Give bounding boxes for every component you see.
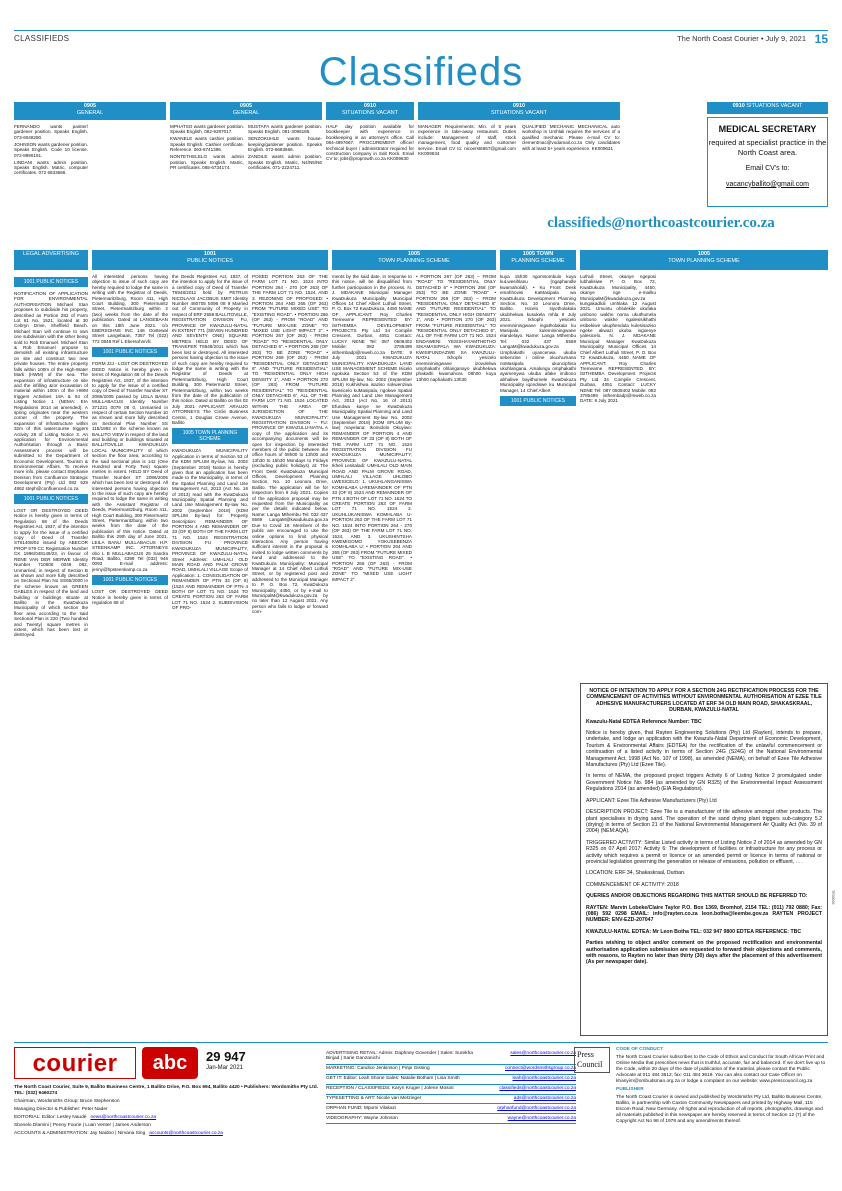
category-header-general-2: 0905 GENERAL (170, 102, 322, 120)
contact-row: MARKETING: Candice Jenkinson | Pinpi Gissing connect@wordsmithsgroup.co.za (326, 1065, 576, 1075)
category-header-situations-vacant-3: 0910 SITUATIONS VACANT (707, 102, 828, 114)
public-notice: LOST OR DESTROYED DEED Notice is hereby given in terms of regulation 68 of (92, 589, 168, 605)
town-planning-column-5 (580, 274, 656, 405)
classified-ad: MUSTAFA wants gardener position. Speaks English. 081-3096185. (248, 124, 322, 135)
contact-row: VIDEOGRAPHY: Wayne Johnson wayne@northcoastcourier.co.za (326, 1114, 576, 1124)
public-notices-column-2 (172, 274, 248, 612)
town-planning-column-3 (416, 274, 496, 384)
contact-email-link[interactable]: ads@northcoastcourier.co.za (513, 1096, 576, 1102)
page-number: 15 (814, 32, 828, 46)
category-header-situations-vacant-2: 0910 SITUATIONS VACANT (418, 102, 620, 120)
notice-commencement: COMMENCEMENT OF ACTIVITY: 2018 (586, 881, 679, 888)
contact-row: ORPHAN FUND: Mpumi Vilakazi orphanfund@northcoastcourier.co.za (326, 1104, 576, 1114)
town-planning-notice: • PORTION 267 (OF 263) – FROM "ROAD" TO "RESIDENTIAL ONLY DETACHED 6" • PORTION 268 (OF 263) TO BE ZONE "ROAD" • PORTION 269 (OF 263) – FROM "RESIDENTIAL ONLY DETACHED 6" AND "FUTURE RESIDENTIAL" TO "RESIDENTIAL ONLY HIGH DENSITY 1", AND • PORTION 270 (OF 263) FROM "FUTURE RESIDENTIAL" TO "RESIDENTIAL ONLY DETACHED 6", ALL OF THE FARM LOT 71 NO. 1524 ENDAWENI YESISHAYAMTHETHO SIKAMASIPALA WA KWADUKUZA: KWISIFUNDAZWE SA KWAZULU-NATAL Ikhophi yesicelo enemininingwane izovulelwa umphakathi ohlanganayo ukubhekwa phakathi kwamahora 08h00 kuya 13h00 naphakathi 13h30 (416, 274, 496, 382)
public-notices-label: 1001 PUBLIC NOTICES (14, 494, 88, 504)
town-planning-label: 1005 TOWN PLANNING SCHEME (172, 428, 248, 444)
notice-triggered-activity: TRIGGERED ACTIVITY: Similar Listed activity in terms of Listing Notice 2 of 2014 as amended by GN R325 on 07 April 2017: Activity 6: The development of facilities or infrastructure for any process or activity which requires a permit or licence or an amended permit or licence in terms of national or provincial legislation governing the generation or release of emissions, pollution or effluent, . . . (586, 839, 822, 865)
contact-email-link[interactable]: connect@wordsmithsgroup.co.za (505, 1066, 576, 1072)
code-of-conduct-title: CODE OF CONDUCT (616, 1047, 664, 1052)
classified-ad: NONTETHELELO wants admin position. Speaks English. Matric, PR certificates. 065-6734174. (170, 154, 244, 171)
code-of-conduct-text: The North Coast Courier subscribes to the Code of Ethics and Conduct for South African Print and Online Media that prescribes news that is truthful, accurate, fair and balanced. If we don't live up to the Code, within 20 days of the date of publication of the material, please contact the Public Advocate at 011 484 3612, fax: 011 484 3619. You can also contact our Case Officer on khanyim@ombudsman.org.za or lodge a complaint on our website: www.presscouncil.org.za (616, 1054, 826, 1084)
legal-column (14, 274, 88, 639)
town-planning-column-2 (332, 274, 412, 584)
notice-queries: QUERIES AND/OR OBJECTIONS REGARDING THIS MATTER SHOULD BE REFERRED TO: (586, 893, 808, 900)
classifieds-email-link[interactable]: classifieds@northcoastcourier.co.za (547, 215, 775, 231)
public-notices-label: 1001 PUBLIC NOTICES (14, 277, 88, 287)
notice-paragraph: Notice is hereby given, that Rayten Engineering Solutions (Pty) Ltd (Rayten), intends to prepare, undertake, and lodge an application with the Kwazulu-Natal Department of Economic Development, Tourism & Environmental Affairs (EDTEA) for the rectification of the unlawful commencement or continuation of a listed activity in terms of Section 24G (S24G) of the National Environmental Management Act, 1998 (Act No. 107 of 1998), as amended (NEMA), on behalf of Ezee Tile Adhesive Manufactures (Pty) Ltd (Ezee Tile). (586, 730, 822, 769)
public-notice: NOTIFICATION OF APPLICATION FOR ENVIRONMENTAL AUTHORISATION Michael Stan proposes to subdivide his property, described as Portion 282 of Farm Lot 61 No. 1521, located at 30 Cebryn Drive, Sheffield Beach. Michael Stan will continue to own one subdivision with the other being sold to Rob Emanuel. Michael Stan & Rob Emanuel propose to demolish all existing infrastructure on site and construct two new private houses. The entire property falls within 100m of the High-Water Mark (HWM) of the sea. The expansion of infrastructure on site and the infilling &/or excavation of material within 100m of the HWM triggers Activities 19A & 54 of Listing Notice 1 (NEMA: EIA Regulations 2014 as amended). A spring originates near the western corner of the property. The expansion of infrastructure within 32m of this watercourse triggers Activity 28 of Listing Notice 3. An application for Environmental Authorisation through a Basic Assessment process will be submitted to the Department of Economic Development, Tourism & Environmental Affairs. To receive more info, please contact Stephanie Denison from Confluence Strategic Development (Pty) Ltd 082 529 4862 steph@confluenced.co.za (14, 291, 88, 491)
medical-secretary-ad (707, 117, 828, 207)
vacancy-column-3 (522, 124, 620, 153)
public-notices-label: 1001 PUBLIC NOTICES (92, 347, 168, 357)
contact-email-link[interactable]: classifieds@northcoastcourier.co.za (499, 1086, 576, 1092)
abc-circulation: 29 947 (206, 1049, 246, 1064)
classified-ad: SENZOKUHLE wants house-keeping/gardener position. Speaks English. 072-6683666. (248, 136, 322, 153)
category-header-public-notices: 1001 PUBLIC NOTICES (92, 250, 328, 270)
section-label: CLASSIFIEDS (14, 34, 70, 43)
town-planning-notice: ments by the said date, in response to this notice, will be disqualified from further participation in the process. N. J. MDAKANE Municipal Manager KwaDukuza Municipality Municipal Offices 14 Chief Albert Luthuli Street, P. O. Box 72 KwaDukuza, 4450 NAME OF APPLICANT: Roy Charles Tremearne REPRESENTED BY: iSITHEMBA DEVELOPMENT PROJECTS Pty Ltd 34 Compile Crescent, Durban, 4051 Contact: LUCKY NENE Tel: 087 0508402 Mobile: 082 3785499 isthembadp@mweb.co.za DATE: 9 July 2021 KWADUKUZA MUNICIPALITY KWADUKUZA LAND USE MANAGEMENT SCHEME Isicelo ngokuka Section 53 of the KDM SPLUM By-law, No. 2002 (September 2018) Kukhishwa isaziso sokwenziwa kwesicelo kuMasipala, ngokwe Spatial Planning and Land Use Management Act, 2013 (Act No. 16 of 2013) Efundwa kanye ne KwaDukuza Municipality Spatial Planning and Land Use Management By-law No. 2002 (September 2018) (KDM SPLUM By-law) mayelana: Ikomidolo Okuyiwo: REMAINDER OF PORTION 4 AND REMAINDER OF 33 (OF 8) BOTH OF THE FARM LOT 71 NO. 1524 REGISTRATION DIVISION FU KWADUKUZA MUNICIPALITY, PROVINCE OF KWAZULU-NATAL Ikheli Lesitaladi: UMHLALI OLD MAIN ROAD AND PALM GROVE ROAD, UMHLALI VILLAGE UHLOBO LWESICELO: 1. UKUHLANGANISWA KOMHLABA U-REMAINDER OF PTN 33 (OF 8) 1524 AND REMAINDER OF PTN 4 BOTH OF LOT 71 NO. 1524 TO CREATE PORTION 263 OF FARM LOT 71 NO. 1524 2. UKUHLUKANISWA KOMHLABA U-PORTION 263 OF THE FARM LOT 71 NO. 1524 INTO PORTION 264 - 270 (OF 263) OF THE FARM LOT 71 NO. 1524, AND 3. UKUSHINTSHA KWEMIGOMO YOKUSEBENZA KOMHLABA U: • PORTION 264 AND 265 (OF 263) FROM "FUTURE MIXED USE" TO "EXISTING ROAD". • PORTION 266 (OF 263) - FROM "ROAD" AND "FUTURE MIX-USE ZONE" TO "MIXED USE LIGHT IMPACT 2". (332, 274, 412, 582)
notice-paragraph: In terms of NEMA, the proposed project triggers Activity 6 of Listing Notice 2 promulgated under Government Notice No. 984 (as amended by GN R325) of the Environmental Impact Assessment Regulations 2014 (as amended) (EIA Regulations). (586, 773, 822, 793)
notice-description: DESCRIPTION PROJECT: Ezee Tile is a manufacturer of tile adhesive amongst other products. The plant specialises in drying sand. The operation of the sand drying plant triggers sub-category 5.2 (drying) in terms of Section 21 of the National Environmental Management Air Quality Act (No. 39 of 2004) (NEM:AQA). (586, 809, 822, 835)
section-24g-notice (580, 683, 828, 1036)
ad-subtitle: required at specialist practice in the North Coast area. (708, 138, 827, 157)
managing-director: Managing Director & Publisher: Peter Nader (14, 1107, 108, 1113)
public-notices-label: 1001 PUBLIC NOTICES (92, 575, 168, 585)
notice-location: LOCATION: ERF 34, Shakaskraal, Durban. (586, 870, 686, 877)
abc-period: Jan-Mar 2021 (206, 1065, 244, 1071)
classified-ad: JOHNSON wants gardener position. Speaks English. Code 10 license. 072-8996161. (14, 141, 88, 158)
page-title: Classifieds (318, 50, 524, 94)
contact-email-link[interactable]: leah@northcoastcourier.co.za (512, 1076, 576, 1082)
publisher-title: PUBLISHER (616, 1087, 644, 1093)
contact-row: GET IT: Editor: Leah Shone Sales: Natalie Botham | Lisa Smith leah@northcoastcourier.co.za (326, 1075, 576, 1085)
accounts-email-link[interactable]: accounts@northcoastcourier.co.za (149, 1130, 223, 1136)
contact-row: ADVERTISING RETAIL: Admin: Daphney Govender | Sales: Surekha Binjad | Sarie Ganzanichi sales@northcoastcourier.co.za (326, 1049, 576, 1065)
category-header-town-planning: 1005 TOWN PLANNING SCHEME (332, 250, 496, 270)
category-header-legal: LEGAL ADVERTISING (14, 250, 88, 270)
classified-ad: FERNANDO wants painter/ gardener position. Speaks English. 073-6048290. (14, 124, 88, 140)
classified-ad: ZANDILE wants admin position. Speaks English. Matric, N4/N5/N6 certificates. 071-2224711. (248, 154, 322, 171)
category-header-situations-vacant: 0910 SITUATIONS VACANT (326, 102, 414, 120)
publisher-text: The North Coast Courier is owned and published by Wordsmiths Pty Ltd, Ballito Business Centre, Ballito, in partnership with Caxton Community Newspapers and printed by Highway Mail, 115 Escom Road, New Germany. All rights and reproduction of all reports, photographs, drawings and all materials published in this newspaper are hereby reserved in terms of Section 12 (7) of the Copyright Act No 98 of 1978 and any amendments thereof. (616, 1095, 823, 1124)
publisher-address: The North Coast Courier, Suite 9, Ballito Business Centre, 1 Ballito Drive, P.O. Box 694, Ballito 4420 • Publishers: Wordsmiths Pty Ltd. TEL: (032) 9460274 (14, 1085, 319, 1097)
notice-heading: NOTICE OF INTENTION TO APPLY FOR A SECTION 24G RECTIFICATION PROCESS FOR THE COMMENCEMENT OF ACTIVITIES WITHOUT ENVIRONMENTAL AUTHORISATION AT EZEE TILE ADHESIVE MANUFACTURERS LOCATED AT ERF 34 OLD MAIN ROAD, SHAKASKRAAL, DURBAN, KWAZULU-NATAL (586, 688, 822, 714)
town-planning-column-4 (500, 274, 576, 410)
courier-logo: courier (14, 1047, 136, 1079)
accounts-label: ACCOUNTS & ADMINISTRATION: Jay Naidoo | Nirvana Sing (14, 1130, 146, 1136)
journalists: Sbonelo Dlamini | Penny Fourie | Luan Venter | James Anderson (14, 1123, 151, 1129)
page-footer (14, 1042, 828, 1179)
chairman: Chairman, Wordsmiths Group: Bruce Stephenson (14, 1099, 120, 1105)
vacancy-ad: QUALIFIED MECHANIC MECHANICAL auto workshop in Umhlali requires the services of a qualified mechanic. Please e-mail CV to: clementmac@vodamail.co.za Only candidates with at least 5+ years experience. KK009631 (522, 124, 620, 151)
page-header (14, 30, 828, 48)
notice-applicant: APPLICANT: Ezee Tile Adhesive Manufacturers (Pty) Ltd (586, 797, 717, 804)
contact-email-link[interactable]: sales@northcoastcourier.co.za (510, 1050, 576, 1056)
general-column-1 (14, 124, 88, 177)
press-council-logo: Press Council (574, 1047, 610, 1073)
abc-logo: abc (142, 1047, 198, 1079)
contact-directory (326, 1049, 576, 1124)
contact-email-link[interactable]: orphanfund@northcoastcourier.co.za (497, 1105, 576, 1111)
classified-ad: KWANELE wants cashier position. Speaks English. Cashier certificate. Reference. 063-6741396. (170, 136, 244, 153)
ad-email-label: Email CV's to: (745, 165, 790, 172)
notice-reference: Kwazulu-Natal EDTEA Reference Number: TBC (586, 718, 702, 725)
category-header-town-planning-2: 1005 TOWN PLANNING SCHEME (500, 250, 576, 270)
notice-contact-rayten: RAYTEN: Marvin Lobeke/Claire Taylor P.O. Box 1369, Bromhof, 2154 TEL: (011) 792 0880; Fax: (086) 592 0298 EMAIL: info@rayten.co.za leon.botha@leembe.gov.za RAYTEN PROJECT NUMBER: ENV-EZD-207047 (586, 904, 822, 924)
public-notices-label: 1001 PUBLIC NOTICES (500, 396, 576, 406)
notice-closing: Parties wishing to object and/or comment on the proposed rectification and environmental authorisation application submission are requested to forward their objections and comments, with reasons, to Rayten no later than thirty (30) days after the placement of this advertisement (As per newspaper date). (586, 940, 822, 966)
contact-email-link[interactable]: wayne@northcoastcourier.co.za (507, 1115, 576, 1121)
public-notices-column-1 (92, 274, 168, 607)
vacancy-ad: MANAGER Requirements: Min. of 5 years experience in take-away restaurant. Duties include: Management of staff, stock management, food quality and customer service. Email CV to: nicoerst6657@gmail.com KK009634 (418, 124, 516, 157)
classified-ad: MPHATSO wants gardener position. Speaks English. 082-9287017. (170, 124, 244, 135)
ad-email-link[interactable]: vacancyballito@gmail.com (726, 180, 809, 188)
contact-row: RECEPTION / CLASSIFIEDS: Karyn Kruger | Jolene Mosoti classifieds@northcoastcourier.co.za (326, 1085, 576, 1095)
editorial-label: EDITORIAL: Editor: Lesley Naudé (14, 1115, 87, 1121)
vacancy-column-2 (418, 124, 516, 158)
publisher-info (14, 1085, 319, 1139)
town-planning-notice: Luthuli Street, okanye ngeposi lubhalisiwe P. O. Box 72, KwaDukuza Municipality, 4450, okanye nge e-mailku MunicipalM@kwadukuza.gov.za kungakadluli umhlaka 12 August 2021. Umuntu ohlulekile ukufaka umbono wakhe noma ukuthumela umbono wakhe ngalesisikhathi esibekiwe ukuphendula kulesisaziso ngeke akwazi ukuba ingxenye yalesicelo. N. J. MDAKANE Municipal Manager KwaDukuza Municipality Municipal Offices 14 Chief Albert Luthuli Street, P. O. Box 72 KwaDukuza, 4450 NAME OF APPLICANT: Roy Charles Tremearne REPRESENTED BY: iSITHEMBA Development Projects Pty Ltd 34 Compile Crescent, Durban, 4051 Contact: LUCKY NENE Tel: 087 0508402 Mobile: 082 3785499 isthembadp@mweb.co.za DATE: 9 July 2021 (580, 274, 656, 404)
notice-contact-edtea: KWAZULU-NATAL EDTEA: Mr Leon Botha TEL: 032 947 9800 EDTEA REFERENCE: TBC (586, 928, 802, 935)
contact-row: TYPESETTING & ART: Nicole van Metzinger ads@northcoastcourier.co.za (326, 1095, 576, 1105)
ad-title: MEDICAL SECRETARY (718, 124, 817, 134)
general-column-2 (170, 124, 244, 172)
public-notice: the Deeds Registries Act, 1937, of the intention to apply for the issue of a certified copy of Deed of Transfer T6948/2011 held by PETRUS NICOLAAS JACOBUS SMIT Identity Number 460705 5096 08 9 Married out of Community of Property in respect of ERF 2558 BALLITOVILLE, REGISTRATION DIVISION FU, PROVINCE OF KWAZULU-NATAL IN EXTENT 771 (SEVEN HUNDRED AND SEVENTY ONE) SQUARE METRES HELD BY DEED OF TRANSFER T6948/2011 which has been lost or destroyed. All interested persons having objection to the issue of such copy are hereby required to lodge the same in writing with the Registrar of Deeds at Pietermaritzburg, High Court Building, 300 Pietermaritz Street, Pietermaritzburg, within two weeks from the date of the publication of this notice. Dated at Ballito on this 02 July 2021 APPLICANT: ARAUJO ATTORNEYS The Circle Business Centre, 1 Douglas Crowe Avenue, Ballito (172, 274, 249, 425)
town-planning-column-1 (252, 274, 328, 616)
classified-ad: LINDANI wants admin position. Speaks English. Matric, computer certificates. 072 6633666. (14, 159, 88, 176)
public-notice: FORM J2J - LOST OR DESTROYED DEED Notice is hereby given in terms of Regulation 68 of the Deeds Registries Act, 1937, of the intention to apply for the issue of a certified copy of Deed of Transfer Number ST 2086/2005 passed by LEILA BANU MULLABACUS Identity Number 371221 0079 08 0, Unmarried in respect of certain Section Number 10 as shown and more fully described on Sectional Plan Number SS 115/1992 in the scheme known as BALLITO VIEW in respect of the land and building or buildings situated at BALLITOVILLE KWADUKUZA LOCAL MUNICIPALITY of which section the floor area, according to the said sectional plan is 142 (One Hundred and Forty Two) square metres in extent. HELD BY Deed of Transfer Number ST 2086/2005 which has been lost or destroyed. All interested persons having objection to the issue of such copy are hereby required to lodge the same in writing with the Assistant Registrar of Deeds, Pietermaritzburg, Room 411, High Court Building, 300 Pietermaritz Street, Pietermaritzburg within two weeks from the date of the publication of this notice. Dated at Ballito this 29th day of June 2021. LEILA BANU MULLABACUS H.P. STEENKAMP INC. ATTORNEYS obo L B MULLABACUS 25 Sandra Road, Ballito, 4399 Tel (032) 946 0093 E-mail address: jenny@hpsteenkamp.co.za (92, 361, 168, 572)
editorial-email-link[interactable]: news@northcoastcourier.co.za (90, 1115, 157, 1121)
public-notice: All interested persons having objection to issue of such copy are hereby required to lodge the same in writing with the Registrar of Deeds, Pietermaritzburg, Room 411, High Court Building, 300 Pietermaritz Street, Pietermaritzburg within 2 (two) weeks from the date of the publication. Dated at LANGEBAAN on this 18th June 2021. c/o EBERSOHNS INC 146 Oostewal Street Langebaan, 7357 Tel (022) 772 0848 Ref L Ebersohn/vfc (92, 274, 168, 344)
vacancy-column-1 (326, 124, 414, 163)
vacancy-ad: HALF day position available for bookkeeper with experience in bookkeeping in an attorney's office. Call 084-4997667. PROCUREMENT officer/ technical buyer / administrator required for construction company in Salt Rock. Email CV to: jobs@proprowth.co.za KK009630 (326, 124, 414, 162)
category-header-general: 0905 GENERAL (14, 102, 166, 120)
town-planning-notice: KWADUKUZA MUNICIPALITY Application in terms of Section 53 of the KDM SPLUM By-law, No. 2002 (September 2018) Notice is hereby given that an application has been made to the Municipality, in terms of the Spatial Planning and Land Use Management Act, 2013 (Act No. 16 of 2013) read with the KwaDukuza Municipality Spatial Planning and Land Use Management By-law No. 2002 (September 2018) (KDM SPLUM By-law) for: Property Description: REMAINDER OF PORTION 4 AND REMAINDER OF 33 (OF 8) BOTH OF THE FARM LOT 71 NO. 1524 REGISTRATION DIVISION FU PROVINCE KWADUKUZA MUNICIPALITY, PROVINCE OF KWAZULU-NATAL Street Address: UMHLALI OLD MAIN ROAD AND PALM GROVE ROAD, UMHLALI VILLAGE Scope of Application: 1. CONSOLIDATION OF REMAINDER OF PTN 33 (OF 8) (1524 AND REMAINDER OF PTN 4 BOTH OF LOT 71 NO. 1524 TO CREATE PORTION 263 OF FARM LOT 71 NO. 1524 2. SUBDIVISION OF PRO- (172, 448, 248, 611)
ad-code: TR00036 (831, 890, 835, 905)
town-planning-notice: kuya 15h30 ngomsombulo kuya kuLwesihlanu (ngaphandle kwamaholidi). • Ku Front Desk emahhovisi KaMasipala wa KwaDukuza Development Planning Section, No. 10 Leonora Drive, Ballito. Isicelo siyotholakala ukubhekwa kusukela mhla 9 July 2021. Ikhophi yesicelo enemininingwane ingatholakala ku Masipala kulemininingwane elandelayo. Name: Langa Mthembu Tel: 032 437 5569 LangaM@kwadukuza.gov.za Umphakathi uyancenwa ukuba sebenzise i online okuxhumana noMasipala ukunciphisa ukuhlangana. Amalungu omphakathi ayamenywa ukuba afake imibono abhaliwe bayithumele KwaDukuza Municipality iqondiswe ku Municipal Manager, 14 Chief Albert (500, 274, 576, 393)
public-notice: LOST OR DESTROYED DEED Notice is hereby given in terms of Regulation 68 of the Deeds Registries Act, 1937, of the intention to apply for the issue of a certified copy of Deed of Transfer ST61408/02 issued by ABECOR PROP 579 CC Registration Number CK 1996/048149/23, in favour of RENE VAN DER MERWE Identity Number 710606 0049 082, Unmarried, in respect of Section B as shown and more fully described on Sectional Plan No SS65/2000 in the scheme known as GREEN GABLES in respect of the land and building or buildings situate at Ballito in the KwaDukuza Municipality of which section the floor area according to the said Sectional Plan is 220 (Two hundred and Twenty) square metres in extent, which has been lost or destroyed. (14, 508, 88, 638)
category-header-town-planning-3: 1005 TOWN PLANNING SCHEME (580, 250, 828, 270)
town-planning-notice: POSED PORTION 263 OF THE FARM LOT 71 NO. 1524 INTO PORTION 264 - 270 (OF 263) OF THE FARM LOT 71 NO. 1524, AND 3. REZONING OF PROPOSED: • PORTION 264 AND 265 (OF 263) FROM "FUTURE MIXED USE" TO "EXISTING ROAD". • PORTION 266 (OF 263) - FROM "ROAD" AND "FUTURE MIX-USE ZONE" TO "MIXED USE LIGHT IMPACT 2". • PORTION 267 (OF 263) - FROM "ROAD" TO "RESIDENTIAL ONLY DETACHED 6". • PORTION 268 (OF 263) TO BE ZONE "ROAD" • PORTION 269 (OF 263) - FROM "RESIDENTIAL ONLY DETACHED 6" AND "FUTURE RESIDENTIAL" TO "RESIDENTIAL ONLY HIGH DENSITY 1", AND • PORTION 270 (OF 263) FROM "FUTURE RESIDENTIAL" TO "RESIDENTIAL ONLY DETACHED 6", ALL OF THE FARM LOT 71 NO. 1524 LOCATED WITHIN THE AREA OF JURISDICTION OF THE KWADUKUZA MUNICIPALITY: REGISTRATION DIVISION – FU: PROVINCE OF KWAZULU-NATAL A copy of the application and its accompanying documents will be open for inspection by interested members of the public between the office hours of 08h00 to 13h00 and 13h30 to 15h30 Mondays to Fridays (excluding public holidays) at: The Front Desk KwaDukuza Municipal Offices, Development Planning Section, No. 10 Leonora Drive, Ballito. The application will be for inspection from 9 July 2021. Copies of the application proposal may be requested from the Municipality as per the details indicated below. Name: Langa Mthembu Tel: 032 437 5569 LangaM@kwadukuza.gov.za Due to Covid 19: Members of the public are encouraged to use the online options to limit physical interaction. Any person having sufficient interest in the proposal is invited to lodge written comments by hand and addressed to the KwaDukuza Municipality: Municipal Manager at 14 Chief Albert Luthuli Street, or by registered post and addressed to the Municipal Manager to P. O. Box 72, KwaDukuza Municipality, 4450, or by e-mail to MunicipalM@kwadukuza.gov.za by no later than 12 August 2021. Any person who fails to lodge or forward com- (252, 274, 328, 615)
paper-date: The North Coast Courier • July 9, 2021 (677, 34, 806, 43)
general-column-3 (248, 124, 322, 172)
press-council-info (574, 1047, 828, 1128)
